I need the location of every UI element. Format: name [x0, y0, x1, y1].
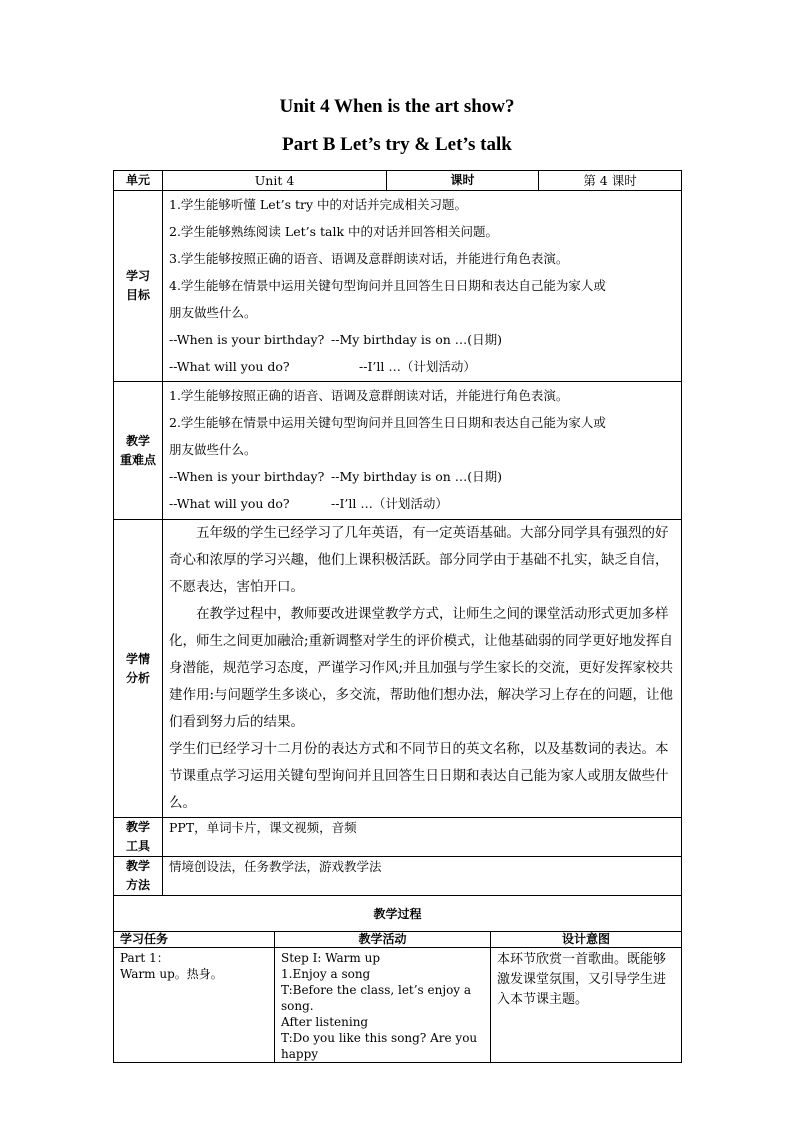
- tools-row: [114, 818, 682, 857]
- objective-line: 3.学生能够按照正确的语音、语调及意群朗读对话，并能进行角色表演。: [169, 251, 569, 266]
- analysis-content: [163, 520, 682, 818]
- key-points-label: 教学 重难点: [114, 382, 163, 520]
- intent-cell: 本环节欣赏一首歌曲。既能够激发课堂氛围，又引导学生进入本节课主题。: [491, 948, 682, 1063]
- document-subtitle: Part B Let’s try & Let’s talk: [282, 134, 512, 155]
- col-header-intent: 设计意图: [491, 932, 682, 948]
- methods-row: [114, 857, 682, 896]
- key-points-content: [163, 382, 682, 520]
- process-row: [114, 948, 682, 1063]
- dialog-line: --What will you do? --I’ll …（计划活动）: [169, 496, 448, 511]
- objectives-label: 学习 目标: [114, 191, 163, 382]
- col-header-task: 学习任务: [114, 932, 275, 948]
- key-point-line: 1.学生能够按照正确的语音、语调及意群朗读对话，并能进行角色表演。: [169, 388, 569, 403]
- tools-label: 教学 工具: [114, 818, 163, 857]
- key-points-row: [114, 382, 682, 520]
- objectives-row: [114, 191, 682, 382]
- analysis-paragraph: 在教学过程中，教师要改进课堂教学方式，让师生之间的课堂活动形式更加多样化，师生之间更加融洽;重新调整对学生的评价模式，让他基础弱的同学更好地发挥自身潜能，规范学习态度，严谨学习作风;并且加强与学生家长的交流，更好发挥家校共建作用:与问题学生多谈心，多交流，帮助他们想办法，解决学习上存在的问题，让他们看到努力后的结果。: [169, 606, 674, 730]
- analysis-label: 学情 分析: [114, 520, 163, 818]
- dialog-line: --What will you do? --I’ll …（计划活动）: [169, 359, 476, 374]
- unit-row: [114, 171, 682, 191]
- objectives-content: [163, 191, 682, 382]
- unit-value: Unit 4: [163, 171, 387, 191]
- col-header-activity: 教学活动: [275, 932, 491, 948]
- lesson-plan-table: [113, 170, 682, 1063]
- process-title-row: [114, 896, 682, 932]
- objective-line: 朋友做些什么。: [169, 305, 257, 320]
- activity-cell: Step I: Warm up 1.Enjoy a song T:Before the class, let’s enjoy a song. After listening T:Do you like this song? Are you happy: [275, 948, 491, 1063]
- process-title: 教学过程: [114, 896, 682, 932]
- dialog-line: --When is your birthday? --My birthday is on …(日期): [169, 469, 503, 484]
- document-title: Unit 4 When is the art show?: [279, 96, 515, 117]
- objective-line: 1.学生能够听懂 Let’s try 中的对话并完成相关习题。: [169, 197, 468, 212]
- methods-label: 教学 方法: [114, 857, 163, 896]
- objective-line: 4.学生能够在情景中运用关键句型询问并且回答生日日期和表达自己能为家人或: [169, 278, 606, 293]
- analysis-paragraph: 五年级的学生已经学习了几年英语，有一定英语基础。大部分同学具有强烈的好奇心和浓厚的学习兴趣，他们上课积极活跃。部分同学由于基础不扎实，缺乏自信，不愿表达，害怕开口。: [169, 525, 669, 595]
- analysis-row: [114, 520, 682, 818]
- analysis-paragraph: 学生们已经学习十二月份的表达方式和不同节日的英文名称，以及基数词的表达。本节课重点学习运用关键句型询问并且回答生日日期和表达自己能为家人或朋友做些什么。: [169, 741, 669, 811]
- methods-value: 情境创设法，任务教学法，游戏教学法: [163, 857, 682, 896]
- dialog-line: --When is your birthday? --My birthday is on …(日期): [169, 332, 503, 347]
- objective-line: 2.学生能够熟练阅读 Let’s talk 中的对话并回答相关问题。: [169, 224, 499, 239]
- lesson-value: 第 4 课时: [539, 171, 682, 191]
- unit-label: 单元: [114, 171, 163, 191]
- process-header-row: [114, 932, 682, 948]
- lesson-label: 课时: [387, 171, 539, 191]
- task-cell: Part 1： Warm up。热身。: [114, 948, 275, 1063]
- key-point-line: 2.学生能够在情景中运用关键句型询问并且回答生日日期和表达自己能为家人或: [169, 415, 606, 430]
- key-point-line: 朋友做些什么。: [169, 442, 257, 457]
- tools-value: PPT，单词卡片，课文视频，音频: [163, 818, 682, 857]
